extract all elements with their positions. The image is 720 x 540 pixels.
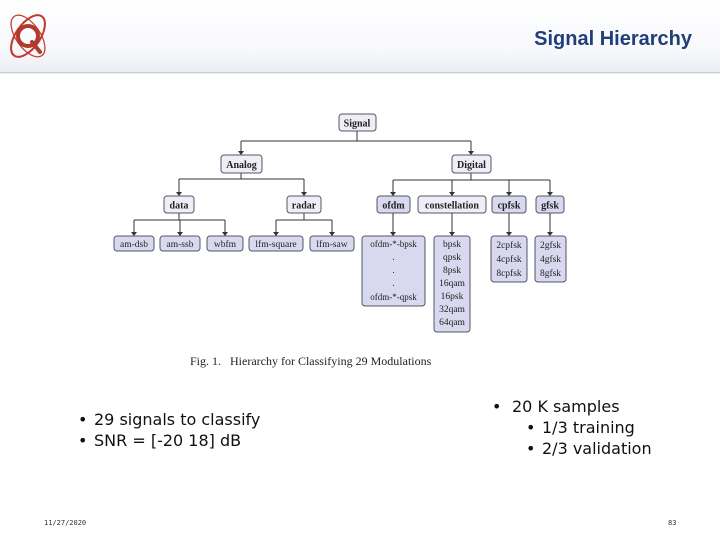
constellation-node-label: constellation (425, 200, 479, 212)
cpfsk-node-label: cpfsk (497, 200, 521, 212)
const-leaf-6: 64qam (439, 318, 465, 328)
left-bullet-text: SNR = [-20 18] dB (94, 431, 242, 450)
radar-node-label: radar (291, 200, 317, 212)
const-leaf-1: qpsk (443, 253, 461, 263)
data-node-label: data (169, 200, 189, 212)
gfsk-leaf-1: 4gfsk (539, 255, 562, 265)
root-node-label: Signal (343, 118, 371, 130)
figure-caption: Fig. 1. Hierarchy for Classifying 29 Modulations (190, 354, 432, 368)
analog-node-label: Analog (226, 160, 257, 171)
cpfsk-leaf-0: 2cpfsk (496, 241, 522, 251)
digital-node-label: Digital (457, 160, 486, 171)
const-leaf-3: 16qam (439, 279, 465, 289)
leaf-wbfm-label: wbfm (213, 240, 237, 250)
slide-title: Signal Hierarchy (534, 28, 692, 50)
right-subbullet-text: 2/3 validation (542, 439, 652, 458)
ofdm-leaf-1: . (392, 252, 395, 262)
ofdm-node-label: ofdm (382, 200, 405, 212)
leaf-lfm-square-label: lfm-square (255, 240, 297, 250)
leaf-lfm-saw-label: lfm-saw (316, 240, 348, 250)
ofdm-leaf-3: . (392, 278, 395, 288)
footer-date: 11/27/2020 (44, 519, 87, 527)
hierarchy-connectors (134, 131, 550, 236)
left-bullet-item: • SNR = [-20 18] dB (78, 431, 242, 450)
ofdm-leaf-4: ofdm-*-qpsk (370, 292, 417, 302)
cpfsk-leaf-1: 4cpfsk (496, 255, 522, 265)
right-bullet-item: • 20 K samples (492, 397, 620, 416)
const-leaf-0: bpsk (443, 240, 461, 250)
gfsk-leaf-0: 2gfsk (539, 241, 562, 251)
ofdm-leaf-0: ofdm-*-bpsk (370, 239, 417, 249)
const-leaf-5: 32qam (439, 305, 465, 315)
gfsk-leaf-2: 8gfsk (539, 269, 562, 279)
leaf-am-ssb-label: am-ssb (166, 240, 194, 250)
right-bullet-text: 20 K samples (512, 397, 620, 416)
footer-page-number: 83 (668, 519, 677, 527)
left-bullet-text: 29 signals to classify (94, 410, 261, 429)
right-subbullet-item: • 2/3 validation (526, 439, 652, 458)
leaf-am-dsb-label: am-dsb (120, 240, 148, 250)
const-leaf-4: 16psk (440, 292, 464, 302)
gfsk-node-label: gfsk (541, 200, 559, 212)
left-bullet-item: • 29 signals to classify (78, 410, 261, 429)
right-subbullet-text: 1/3 training (542, 418, 635, 437)
right-bullet-list (492, 396, 652, 459)
right-subbullet-item: • 1/3 training (526, 418, 635, 437)
left-bullet-list (78, 409, 260, 451)
cpfsk-leaf-2: 8cpfsk (496, 269, 522, 279)
ofdm-leaf-2: . (392, 265, 395, 275)
const-leaf-2: 8psk (443, 266, 461, 276)
